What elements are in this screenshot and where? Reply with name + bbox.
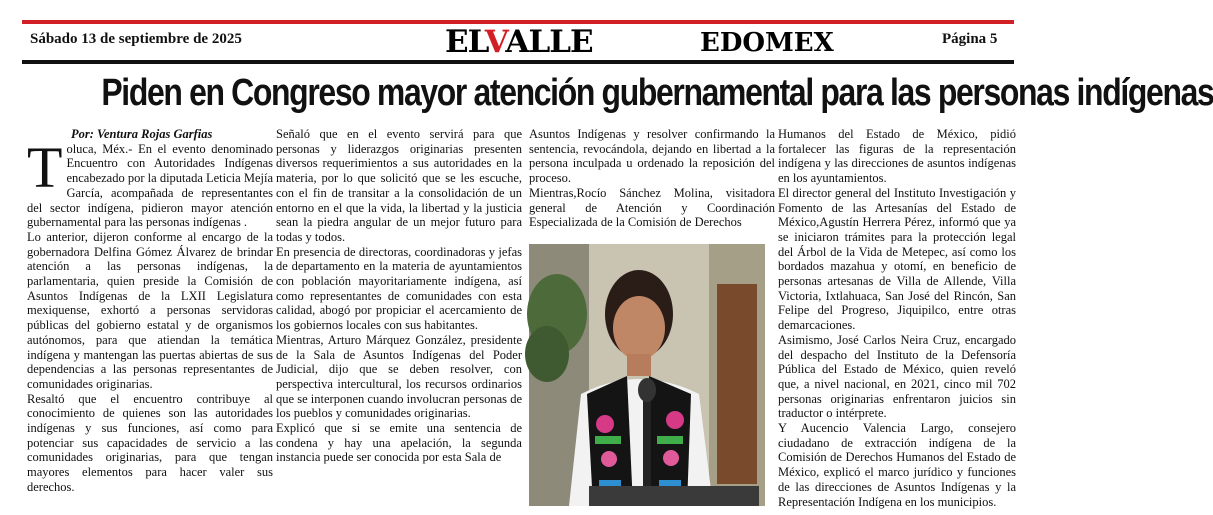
paragraph-text: oluca, Méx.- En el evento denominado Encuentro con Autoridades Indígenas encabezado por la diputada Leticia Mejía García, acompañada de representantes del sector indígena, pidieron mayor atención gubernamental para las personas indígenas .: [27, 141, 273, 230]
paragraph: Y Aucencio Valencia Largo, consejero ciudadano de extracción indígena de la Comisión de Derechos Humanos del Estado de México, explicó el marco jurídico y funciones de las direcciones de Asuntos Indígenas y la Representación Indígena en los municipios.: [778, 421, 1016, 509]
newspaper-logo: [445, 25, 593, 59]
header-black-rule: [22, 60, 1014, 64]
article-column-1: [27, 127, 273, 495]
article-column-2: [276, 127, 522, 465]
logo-v: V: [484, 24, 506, 60]
paragraph: Señaló que en el evento servirá para que personas y liderazgos originarias presenten diversos requerimientos a sus autoridades en la materia, por lo que solicitó que se les escuche, con el fin de transitar a la consolidación de un entorno en el que la vida, la libertad y la justicia sean la piedra angular de un mejor futuro para todas y todos.: [276, 127, 522, 244]
paragraph: Mientras,Rocío Sánchez Molina, visitadora general de Atención y Coordinación Especializada de la Comisión de Derechos: [529, 185, 775, 230]
paragraph: Humanos del Estado de México, pidió fortalecer las figuras de la representación indígena y las direcciones de asuntos indígenas en los ayuntamientos.: [778, 127, 1016, 186]
article-column-3: [529, 127, 775, 230]
article-photo: [529, 244, 765, 506]
section-name: EDOMEX: [700, 28, 834, 58]
paragraph: El director general del Instituto Investigación y Fomento de las Artesanías del Estado de México,Agustín Herrera Pérez, informó que ya se iniciaron trámites para la protección legal del Árbol de la Vida de Metepec, así como los bordados mazahua y otomí, en beneficio de personas artesanas de Villa de Allende, Villa Victoria, Ixtlahuaca, San José del Rincón, San Felipe del Progreso, Jiquipilco, entre otras demarcaciones.: [778, 185, 1016, 333]
paragraph: Explicó que si se emite una sentencia de condena y hay una apelación, la segunda instancia puede ser conocida por esta Sala de: [276, 421, 522, 465]
paragraph: Asimismo, José Carlos Neira Cruz, encargado del despacho del Instituto de la Defensoría Pública del Estado de México, quien reveló que, a nivel nacional, en 2021, cinco mil 702 personas originarias enfrentaron juicios sin traductor o intérprete.: [778, 332, 1016, 421]
byline: Por: Ventura Rojas Garfias: [71, 127, 213, 141]
paragraph: Resaltó que el encuentro contribuye al conocimiento de quienes son las autoridades indígenas y sus funciones, así como para potenciar sus capacidades de servicio a las comunidades originarias, para que tengan mayores elementos para hacer valer sus derechos.: [27, 391, 273, 494]
page-number: Página 5: [942, 31, 998, 47]
article-headline: Piden en Congreso mayor atención gubernamental para las personas indígenas: [101, 72, 1213, 114]
drop-cap: T: [27, 134, 63, 200]
logo-prefix: EL: [445, 24, 485, 60]
paragraph: En presencia de directoras, coordinadoras y jefas de departamento en la materia de ayuntamientos con población mayoritariamente indígena, así como representantes de comunidades con esta calidad, abogó por propiciar el acercamiento de los gobiernos locales con sus habitantes.: [276, 244, 522, 333]
paragraph: Lo anterior, dijeron conforme al encargo de la gobernadora Delfina Gómez Álvarez de brindar atención a las personas indígenas, la parlamentaria, quien preside la Comisión de Asuntos Indígenas de la LXII Legislatura mexiquense, exhortó a personas servidoras públicas del gobierno estatal y de organismos autónomos, para que atiendan la temática indígena y mantengan las puertas abiertas de sus dependencias a las personas representantes de comunidades originarias.: [27, 229, 273, 391]
paragraph: Asuntos Indígenas y resolver confirmando la sentencia, revocándola, dejando en libertad a la persona inculpada u ordenado la reposición del proceso.: [529, 127, 775, 186]
issue-date: Sábado 13 de septiembre de 2025: [30, 31, 242, 47]
paragraph: Mientras, Arturo Márquez González, presidente de la Sala de Asuntos Indígenas del Poder Judicial, dijo que se deben resolver, con perspectiva intercultural, los recursos ordinarios que se interponen cuando involucran personas de los pueblos y comunidades originarias.: [276, 332, 522, 421]
speaker-photo-illustration: [529, 244, 765, 506]
article-column-4: [778, 127, 1016, 509]
logo-suffix: ALLE: [505, 24, 593, 60]
